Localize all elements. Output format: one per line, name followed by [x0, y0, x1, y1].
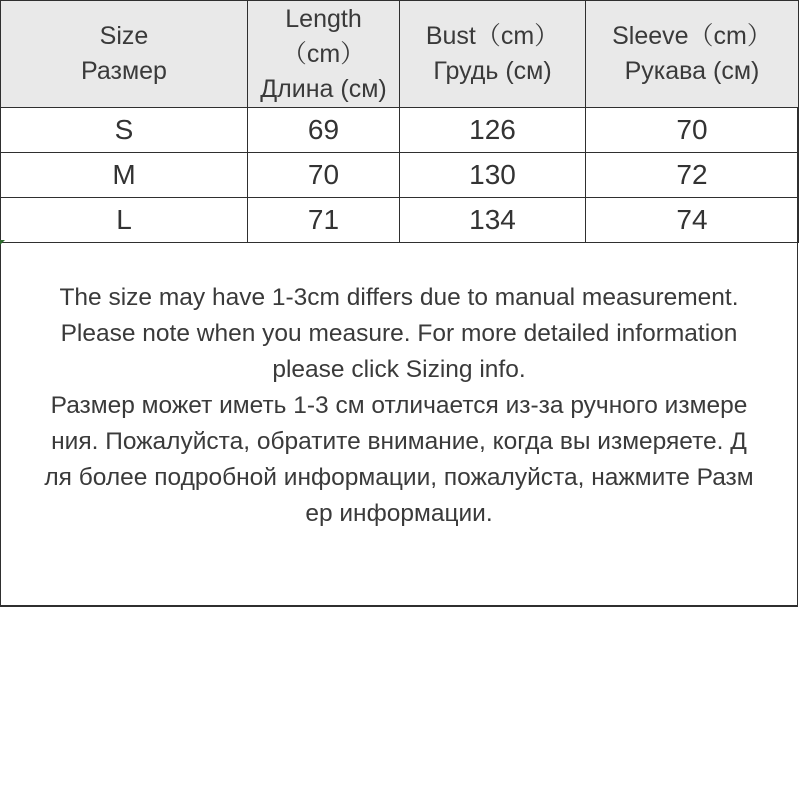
- table-row: [1, 198, 799, 243]
- cell-size: M: [1, 153, 248, 198]
- cell-sleeve: 72: [586, 153, 799, 198]
- cell-sleeve: 70: [586, 108, 799, 153]
- header-length: [248, 1, 400, 108]
- header-sleeve-en: Sleeve（cm）: [612, 22, 772, 50]
- cell-bust: 134: [400, 198, 586, 243]
- cell-size: S: [1, 108, 248, 153]
- cell-size: L: [1, 198, 248, 243]
- note-line-en-3: please click Sizing info.: [272, 356, 526, 383]
- header-sleeve-ru: Рукава (см): [624, 57, 760, 85]
- cell-length: 69: [248, 108, 400, 153]
- size-table: [0, 0, 799, 243]
- header-sleeve: [586, 1, 799, 108]
- table-header-row: [1, 1, 799, 108]
- header-bust: [400, 1, 586, 108]
- cell-sleeve: 74: [586, 198, 799, 243]
- header-size: [1, 1, 248, 108]
- header-bust-ru: Грудь (см): [433, 57, 552, 85]
- note-line-ru-2: ния. Пожалуйста, обратите внимание, когда вы измеряете. Д: [51, 428, 747, 455]
- note-line-en-2: Please note when you measure. For more detailed information: [60, 320, 738, 347]
- header-length-ru: Длина (см): [260, 74, 387, 103]
- table-row: [1, 108, 799, 153]
- note-line-ru-4: ер информации.: [305, 500, 493, 527]
- note-line-ru-1: Размер может иметь 1-3 см отличается из-за ручного измере: [50, 392, 748, 419]
- header-length-unit: （cm）: [281, 39, 366, 68]
- note-line-en-1: The size may have 1-3cm differs due to manual measurement.: [59, 284, 739, 311]
- cell-bust: 130: [400, 153, 586, 198]
- header-bust-en: Bust（cm）: [425, 22, 560, 50]
- header-length-en: Length: [285, 4, 362, 33]
- cell-length: 70: [248, 153, 400, 198]
- header-size-en: Size: [99, 22, 149, 50]
- table-row: [1, 153, 799, 198]
- cell-bust: 126: [400, 108, 586, 153]
- note-line-ru-3: ля более подробной информации, пожалуйста, нажмите Разм: [44, 464, 754, 491]
- corner-mark-decoration: [0, 240, 5, 245]
- header-size-ru: Размер: [81, 57, 167, 85]
- cell-length: 71: [248, 198, 400, 243]
- size-notes: [2, 280, 796, 532]
